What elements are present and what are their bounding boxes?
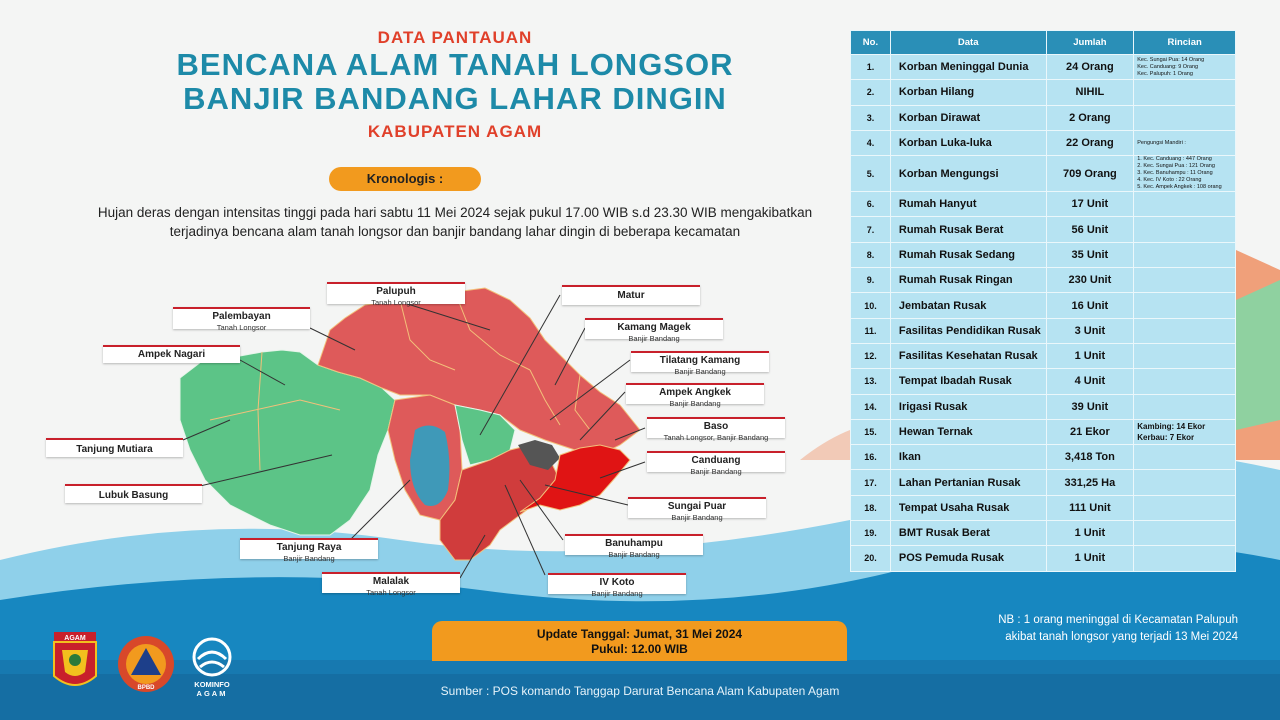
header-rincian: Rincian	[1134, 31, 1236, 55]
rincian-line: 4. Kec. IV Koto : 22 Orang	[1137, 177, 1202, 184]
row-data: Korban Mengungsi	[890, 156, 1046, 192]
row-no: 19.	[851, 521, 891, 546]
row-data: Jembatan Rusak	[890, 293, 1046, 318]
row-rincian	[1134, 293, 1236, 318]
row-rincian	[1134, 268, 1236, 293]
row-rincian	[1134, 470, 1236, 495]
label-matur: Matur	[562, 285, 700, 305]
table-row	[851, 394, 1236, 419]
svg-text:KOMINFO: KOMINFO	[194, 680, 230, 689]
row-jumlah: 1 Unit	[1046, 546, 1134, 571]
table-row	[851, 242, 1236, 267]
row-no: 10.	[851, 293, 891, 318]
row-rincian	[1134, 445, 1236, 470]
row-data: Korban Dirawat	[890, 105, 1046, 130]
row-no: 7.	[851, 217, 891, 242]
row-jumlah: 17 Unit	[1046, 192, 1134, 217]
table-row	[851, 156, 1236, 192]
update-box	[432, 621, 847, 661]
row-rincian	[1134, 192, 1236, 217]
data-table	[850, 30, 1236, 572]
row-data: BMT Rusak Berat	[890, 521, 1046, 546]
row-rincian	[1134, 369, 1236, 394]
row-data: Hewan Ternak	[890, 419, 1046, 444]
table-row	[851, 105, 1236, 130]
row-jumlah: 3 Unit	[1046, 318, 1134, 343]
nb-note	[960, 612, 1238, 646]
header-jumlah: Jumlah	[1046, 31, 1134, 55]
table-row	[851, 80, 1236, 105]
kronologis-badge: Kronologis :	[329, 167, 481, 191]
row-no: 3.	[851, 105, 891, 130]
row-no: 6.	[851, 192, 891, 217]
label-ampek-angkek: Ampek Angkek Banjir Bandang	[626, 383, 764, 404]
row-jumlah: 4 Unit	[1046, 369, 1134, 394]
row-data: Fasilitas Kesehatan Rusak	[890, 343, 1046, 368]
row-jumlah: 39 Unit	[1046, 394, 1134, 419]
row-data: Korban Luka-luka	[890, 130, 1046, 155]
table-row	[851, 217, 1236, 242]
row-rincian	[1134, 217, 1236, 242]
label-iv-koto: IV Koto Banjir Bandang	[548, 573, 686, 594]
row-rincian	[1134, 318, 1236, 343]
table-row	[851, 55, 1236, 80]
row-jumlah: 111 Unit	[1046, 495, 1134, 520]
row-no: 20.	[851, 546, 891, 571]
table-header-row	[851, 31, 1236, 55]
row-data: Tempat Ibadah Rusak	[890, 369, 1046, 394]
row-data: Korban Hilang	[890, 80, 1046, 105]
update-time: Pukul: 12.00 WIB	[591, 642, 688, 656]
row-no: 15.	[851, 419, 891, 444]
kronologis-text: Hujan deras dengan intensitas tinggi pada hari sabtu 11 Mei 2024 sejak pukul 17.00 WIB s.d 23.30 WIB mengakibatkan terjadinya bencana alam tanah longsor dan banjir bandang lahar dingin di beberapa kecamatan	[97, 205, 813, 239]
table-row	[851, 369, 1236, 394]
row-no: 1.	[851, 55, 891, 80]
row-rincian	[1134, 130, 1236, 155]
row-jumlah: 24 Orang	[1046, 55, 1134, 80]
table-row	[851, 318, 1236, 343]
table-row	[851, 521, 1236, 546]
row-rincian	[1134, 394, 1236, 419]
rincian-line: Kerbau: 7 Ekor	[1137, 433, 1195, 442]
update-date: Update Tanggal: Jumat, 31 Mei 2024	[536, 627, 743, 641]
header-no: No.	[851, 31, 891, 55]
row-data: POS Pemuda Rusak	[890, 546, 1046, 571]
row-data: Rumah Rusak Berat	[890, 217, 1046, 242]
row-jumlah: 1 Unit	[1046, 343, 1134, 368]
table-row	[851, 293, 1236, 318]
row-jumlah: 56 Unit	[1046, 217, 1134, 242]
nb-line-1: NB : 1 orang meninggal di Kecamatan Palupuh	[998, 614, 1238, 626]
rincian-line: Kec. Canduang: 9 Orang	[1137, 63, 1199, 70]
label-sungai-puar: Sungai Puar Banjir Bandang	[628, 497, 766, 518]
row-no: 8.	[851, 242, 891, 267]
row-jumlah: 3,418 Ton	[1046, 445, 1134, 470]
pre-title: DATA PANTAUAN	[377, 28, 533, 47]
label-palupuh: Palupuh Tanah Longsor	[327, 282, 465, 304]
table-row	[851, 130, 1236, 155]
svg-text:BPBD: BPBD	[137, 685, 155, 691]
row-rincian	[1134, 546, 1236, 571]
row-rincian	[1134, 55, 1236, 80]
title-line-2: BANJIR BANDANG LAHAR DINGIN	[183, 81, 727, 116]
row-rincian	[1134, 105, 1236, 130]
table-row	[851, 268, 1236, 293]
row-data: Lahan Pertanian Rusak	[890, 470, 1046, 495]
row-no: 17.	[851, 470, 891, 495]
rincian-line: Kec. Palupuh: 1 Orang	[1137, 70, 1193, 77]
header-data: Data	[890, 31, 1046, 55]
row-jumlah: 331,25 Ha	[1046, 470, 1134, 495]
row-rincian	[1134, 242, 1236, 267]
table-row	[851, 419, 1236, 444]
label-tanjung-raya: Tanjung Raya Banjir Bandang	[240, 538, 378, 559]
table-row	[851, 495, 1236, 520]
row-data: Fasilitas Pendidikan Rusak	[890, 318, 1046, 343]
row-rincian	[1134, 156, 1236, 192]
row-no: 5.	[851, 156, 891, 192]
row-data: Rumah Rusak Sedang	[890, 242, 1046, 267]
row-no: 12.	[851, 343, 891, 368]
row-data: Korban Meninggal Dunia	[890, 55, 1046, 80]
rincian-line: Kambing: 14 Ekor	[1137, 422, 1206, 431]
row-jumlah: 709 Orang	[1046, 156, 1134, 192]
nb-line-2: akibat tanah longsor yang terjadi 13 Mei 2024	[1005, 631, 1238, 643]
row-no: 16.	[851, 445, 891, 470]
row-jumlah: 230 Unit	[1046, 268, 1134, 293]
svg-text:AGAM: AGAM	[64, 635, 86, 642]
row-data: Rumah Rusak Ringan	[890, 268, 1046, 293]
row-data: Tempat Usaha Rusak	[890, 495, 1046, 520]
table-body	[851, 55, 1236, 572]
row-jumlah: NIHIL	[1046, 80, 1134, 105]
label-kamang-magek: Kamang Magek Banjir Bandang	[585, 318, 723, 339]
rincian-line: 3. Kec. Banuhampu : 11 Orang	[1137, 170, 1213, 177]
rincian-line: 5. Kec. Ampek Angkek : 108 orang	[1137, 184, 1222, 191]
row-rincian	[1134, 343, 1236, 368]
label-malalak: Malalak Tanah Longsor	[322, 572, 460, 593]
row-jumlah: 1 Unit	[1046, 521, 1134, 546]
rincian-line: Kec. Sungai Pua: 14 Orang	[1137, 56, 1205, 63]
rincian-line: 2. Kec. Sungai Pua : 121 Orang	[1137, 163, 1215, 170]
sub-title: KABUPATEN AGAM	[367, 122, 543, 141]
row-data: Rumah Hanyut	[890, 192, 1046, 217]
svg-text:AGAM: AGAM	[196, 689, 228, 697]
row-data: Ikan	[890, 445, 1046, 470]
row-jumlah: 21 Ekor	[1046, 419, 1134, 444]
rincian-line: Pengungsi Mandiri :	[1137, 139, 1186, 146]
row-no: 2.	[851, 80, 891, 105]
row-data: Irigasi Rusak	[890, 394, 1046, 419]
row-no: 4.	[851, 130, 891, 155]
label-ampek-nagari: Ampek Nagari	[103, 345, 240, 363]
row-no: 13.	[851, 369, 891, 394]
row-rincian	[1134, 419, 1236, 444]
label-banuhampu: Banuhampu Banjir Bandang	[565, 534, 703, 555]
row-rincian	[1134, 80, 1236, 105]
table-row	[851, 445, 1236, 470]
label-tilatang-kamang: Tilatang Kamang Banjir Bandang	[631, 351, 769, 372]
row-jumlah: 2 Orang	[1046, 105, 1134, 130]
label-canduang: Canduang Banjir Bandang	[647, 451, 785, 472]
table-row	[851, 546, 1236, 571]
label-baso: Baso Tanah Longsor, Banjir Bandang	[647, 417, 785, 438]
row-no: 18.	[851, 495, 891, 520]
row-no: 11.	[851, 318, 891, 343]
title-line-1: BENCANA ALAM TANAH LONGSOR	[176, 47, 734, 82]
row-jumlah: 16 Unit	[1046, 293, 1134, 318]
label-lubuk-basung: Lubuk Basung	[65, 484, 202, 503]
table-row	[851, 470, 1236, 495]
source-text: Sumber : POS komando Tanggap Darurat Bencana Alam Kabupaten Agam	[440, 684, 840, 698]
table-row	[851, 343, 1236, 368]
row-jumlah: 22 Orang	[1046, 130, 1134, 155]
row-no: 9.	[851, 268, 891, 293]
row-rincian	[1134, 521, 1236, 546]
label-tanjung-mutiara: Tanjung Mutiara	[46, 438, 183, 457]
row-rincian	[1134, 495, 1236, 520]
row-jumlah: 35 Unit	[1046, 242, 1134, 267]
table-row	[851, 192, 1236, 217]
row-no: 14.	[851, 394, 891, 419]
label-palembayan: Palembayan Tanah Longsor	[173, 307, 310, 329]
rincian-line: 1. Kec. Canduang : 447 Orang	[1137, 156, 1212, 163]
